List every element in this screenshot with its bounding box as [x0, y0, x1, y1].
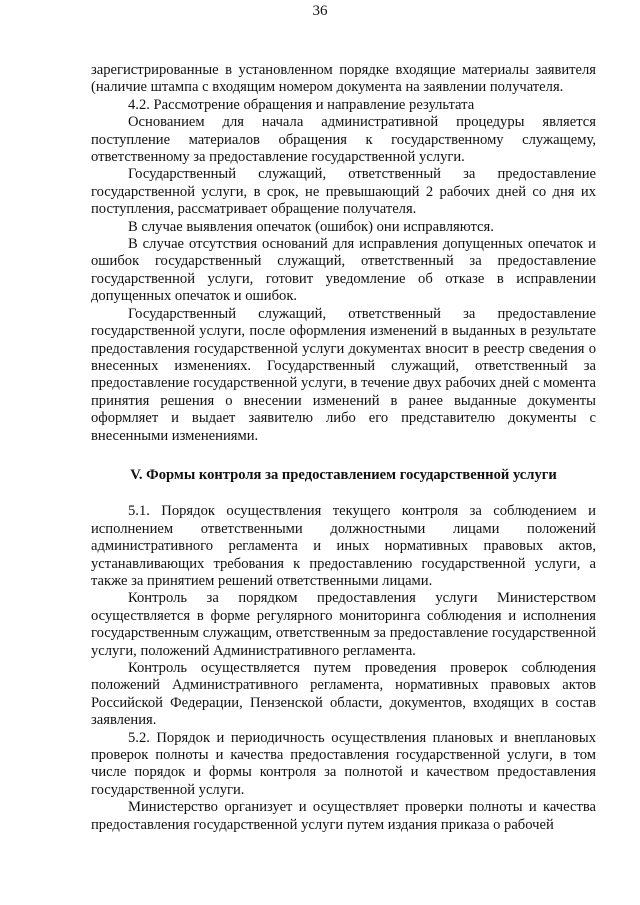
- document-body: [91, 62, 596, 834]
- subsection-title: 4.2. Рассмотрение обращения и направление результата: [128, 96, 475, 113]
- paragraph: Контроль за порядком предоставления услуги Министерством осуществляется в форме регулярного мониторинга соблюдения и исполнения государственным служащим, ответственным за предоставление государственной услуги, положений Административного регламента.: [91, 590, 596, 659]
- paragraph: 5.1. Порядок осуществления текущего контроля за соблюдением и исполнением ответственными должностными лицами положений административного регламента и иных нормативных правовых актов, устанавливающих требования к предоставлению государственной услуги, а также за принятием решений ответственными лицами.: [91, 503, 596, 589]
- page-number: 36: [312, 3, 328, 19]
- paragraph: В случае отсутствия оснований для исправления допущенных опечаток и ошибок государственный служащий, ответственный за предоставление государственной услуги, готовит уведомление об отказе в исправлении допущенных опечаток и ошибок.: [91, 236, 596, 305]
- paragraph: зарегистрированные в установленном порядке входящие материалы заявителя (наличие штампа с входящим номером документа на заявлении получателя.: [91, 62, 596, 96]
- paragraph: 5.2. Порядок и периодичность осуществления плановых и внеплановых проверок полноты и качества предоставления государственной услуги, в том числе порядок и формы контроля за полнотой и качеством предоставления государственной услуги.: [91, 729, 596, 798]
- section-heading: V. Формы контроля за предоставлением государственной услуги: [130, 466, 557, 483]
- paragraph: Основанием для начала административной процедуры является поступление материалов обращения к государственному служащему, ответственному за предоставление государственной услуги.: [91, 114, 596, 166]
- paragraph: Контроль осуществляется путем проведения проверок соблюдения положений Административного регламента, нормативных правовых актов Российской Федерации, Пензенской области, документов, входящих в состав заявления.: [91, 660, 596, 729]
- paragraph: Государственный служащий, ответственный за предоставление государственной услуги, в срок, не превышающий 2 рабочих дней со дня их поступления, рассматривает обращение получателя.: [91, 166, 596, 218]
- paragraph: В случае выявления опечаток (ошибок) они исправляются.: [128, 218, 494, 235]
- paragraph: Министерство организует и осуществляет проверки полноты и качества предоставления государственной услуги путем издания приказа о рабочей: [91, 799, 596, 833]
- paragraph: Государственный служащий, ответственный за предоставление государственной услуги, после оформления изменений в выданных в результате предоставления государственной услуги документах вносит в реестр сведения о внесенных изменениях. Государственный служащий, ответственный за предоставление государственной услуги, в течение двух рабочих дней с момента принятия решения о внесении изменений в ранее выданные документы оформляет и выдает заявителю либо его представителю документы с внесенными изменениями.: [91, 305, 596, 444]
